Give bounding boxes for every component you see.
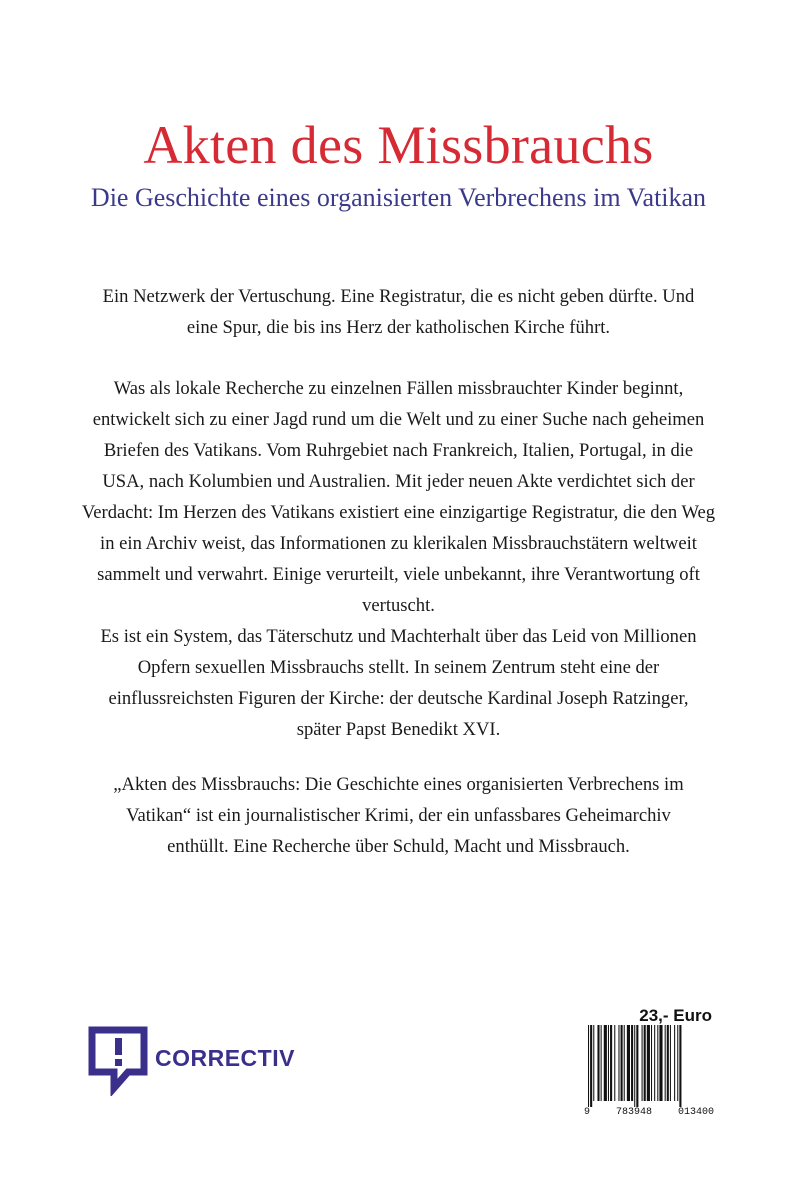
blurb-line: Briefen des Vatikans. Vom Ruhrgebiet nach Frankreich, Italien, Portugal, in die — [103, 440, 694, 461]
barcode-bar — [659, 1025, 662, 1101]
barcode-bar — [651, 1025, 652, 1101]
price-label: 23,- Euro — [639, 1006, 712, 1025]
publisher-name: CORRECTIV — [155, 1045, 295, 1071]
blurb-line: vertuscht. — [362, 595, 435, 616]
barcode-bar — [608, 1025, 609, 1101]
barcode-digit-group: 013400 — [677, 1107, 714, 1118]
blurb-line: Es ist ein System, das Täterschutz und Machterhalt über das Leid von Millionen — [100, 626, 697, 647]
blurb-line: Opfern sexuellen Missbrauchs stellt. In seinem Zentrum steht eine der — [137, 657, 660, 678]
barcode-bar — [634, 1025, 635, 1107]
barcode-bar — [614, 1025, 615, 1101]
blurb-line: in ein Archiv weist, das Informationen zu klerikalen Missbrauchstätern weltweit — [100, 533, 697, 554]
blurb-line: „Akten des Missbrauchs: Die Geschichte eines organisierten Verbrechens im — [113, 774, 684, 795]
barcode-digit-group: 783948 — [615, 1107, 652, 1118]
barcode-digit-group: 9 — [584, 1107, 591, 1118]
book-subtitle: Die Geschichte eines organisierten Verbrechens im Vatikan — [90, 183, 707, 212]
blurb-line: Ein Netzwerk der Vertuschung. Eine Registratur, die es nicht geben dürfte. Und — [102, 286, 695, 307]
barcode-bar — [624, 1025, 625, 1101]
book-title: Akten des Missbrauchs — [143, 115, 654, 175]
blurb-line: entwickelt sich zu einer Jagd rund um die Welt und zu einer Suche nach geheimen — [92, 409, 705, 430]
blurb-paragraph-3 — [70, 769, 727, 862]
blurb-paragraph-1 — [70, 281, 727, 343]
barcode-bar — [644, 1025, 646, 1101]
barcode-bar — [593, 1025, 594, 1101]
barcode-bars — [580, 1025, 718, 1107]
barcode-digits — [580, 1107, 718, 1119]
speech-bubble-exclamation-icon — [88, 1026, 148, 1096]
barcode-bar — [588, 1025, 589, 1107]
barcode-bar — [590, 1025, 592, 1107]
barcode-bar — [665, 1025, 666, 1101]
barcode-bar — [636, 1025, 638, 1107]
isbn-barcode — [580, 1025, 718, 1123]
barcode-bar — [627, 1025, 630, 1101]
barcode-bar — [597, 1025, 599, 1101]
blurb-line: Verdacht: Im Herzen des Vatikans existiert eine einzigartige Registratur, die den Weg — [81, 502, 716, 523]
barcode-bar — [642, 1025, 643, 1101]
barcode-bar — [631, 1025, 633, 1101]
blurb-line: später Papst Benedikt XVI. — [296, 719, 501, 740]
barcode-bar — [647, 1025, 650, 1101]
blurb-line: USA, nach Kolumbien und Australien. Mit jeder neuen Akte verdichtet sich der — [102, 471, 695, 492]
barcode-bar — [677, 1025, 678, 1101]
blurb-line: Was als lokale Recherche zu einzelnen Fällen missbrauchter Kinder beginnt, — [113, 378, 684, 399]
blurb-line: Vatikan“ ist ein journalistischer Krimi, der ein unfassbares Geheimarchiv — [126, 805, 671, 826]
barcode-bar — [670, 1025, 671, 1101]
barcode-bar — [654, 1025, 655, 1101]
barcode-bar — [674, 1025, 675, 1101]
blurb-line: sammelt und verwahrt. Einige verurteilt, viele unbekannt, ihre Verantwortung oft — [97, 564, 700, 585]
barcode-bar — [657, 1025, 658, 1101]
blurb-line: enthüllt. Eine Recherche über Schuld, Macht und Missbrauch. — [167, 836, 630, 857]
barcode-bar — [618, 1025, 619, 1101]
blurb-paragraph-2 — [70, 373, 727, 745]
barcode-bar — [601, 1025, 602, 1101]
barcode-bar — [679, 1025, 681, 1107]
blurb-line: eine Spur, die bis ins Herz der katholischen Kirche führt. — [186, 317, 611, 338]
barcode-bar — [621, 1025, 623, 1101]
blurb-line: einflussreichsten Figuren der Kirche: der deutsche Kardinal Joseph Ratzinger, — [108, 688, 689, 709]
barcode-bar — [604, 1025, 607, 1101]
barcode-bar — [667, 1025, 669, 1101]
barcode-bar — [610, 1025, 612, 1101]
